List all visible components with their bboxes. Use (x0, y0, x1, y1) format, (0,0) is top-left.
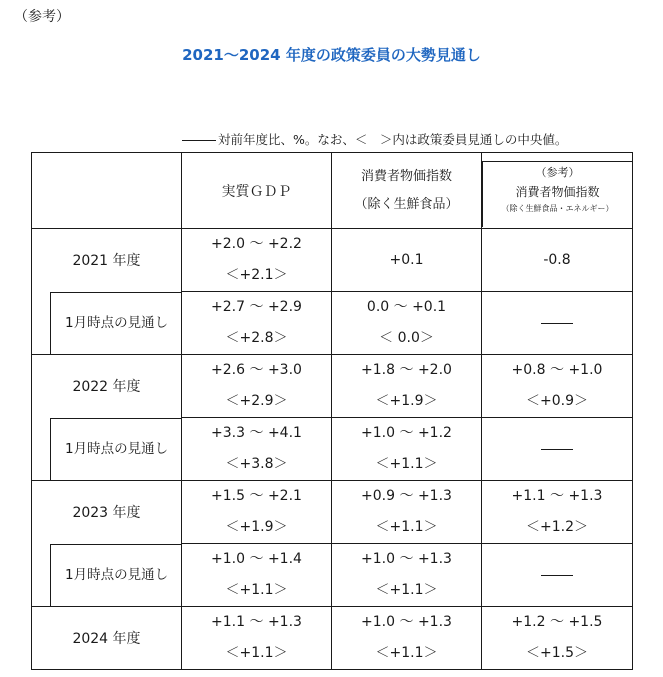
ref-cell (482, 418, 633, 481)
header-cpi-line1: 消費者物価指数 (360, 168, 452, 184)
gdp-median: ＜+3.8＞ (225, 456, 288, 472)
header-ref-line2: 消費者物価指数 (515, 185, 600, 199)
row-label: 2021 年度 (32, 229, 182, 292)
ref-median: ＜+0.9＞ (526, 393, 588, 409)
gdp-cell (182, 229, 332, 292)
gdp-cell (182, 607, 332, 670)
gdp-median: ＜+2.9＞ (225, 393, 288, 409)
ref-range: -0.8 (543, 252, 571, 268)
cpi-cell (332, 229, 482, 292)
cpi-median: ＜+1.1＞ (375, 645, 438, 661)
ref-cell (482, 229, 633, 292)
cpi-median: ＜+1.1＞ (375, 456, 438, 472)
gdp-median: ＜+2.1＞ (225, 267, 288, 283)
table-row (32, 292, 633, 355)
gdp-range: +2.7 ～ +2.9 (211, 299, 302, 315)
gdp-cell (182, 292, 332, 355)
table-row (32, 607, 633, 670)
cpi-range: +1.8 ～ +2.0 (361, 362, 452, 378)
ref-cell (482, 607, 633, 670)
table-row (32, 481, 633, 544)
ref-range: +0.8 ～ +1.0 (511, 362, 603, 378)
row-label: 1月時点の見通し (50, 544, 181, 606)
gdp-range: +2.0 ～ +2.2 (211, 236, 302, 252)
reference-note: （参考） (14, 9, 70, 25)
cpi-range: 0.0 ～ +0.1 (366, 299, 447, 315)
gdp-median: ＜+1.1＞ (225, 645, 288, 661)
cpi-cell (332, 544, 482, 607)
ref-median: ＜+1.2＞ (526, 519, 588, 535)
unit-note (182, 130, 567, 148)
row-label: 1月時点の見通し (50, 418, 181, 480)
header-gdp (182, 153, 332, 229)
header-blank (32, 153, 182, 229)
cpi-median: ＜+1.9＞ (375, 393, 438, 409)
table-row (32, 229, 633, 292)
header-ref (482, 153, 633, 229)
cpi-cell (332, 292, 482, 355)
gdp-cell (182, 418, 332, 481)
ref-median: ＜+1.5＞ (526, 645, 588, 661)
dash-line (541, 575, 573, 576)
cpi-cell (332, 607, 482, 670)
cpi-range: +1.0 ～ +1.3 (361, 551, 452, 567)
ref-cell (482, 292, 633, 355)
cpi-range: +0.9 ～ +1.3 (361, 488, 452, 504)
cpi-median: ＜ 0.0＞ (379, 330, 434, 346)
cpi-range: +1.0 ～ +1.3 (361, 614, 452, 630)
header-row (32, 153, 633, 229)
header-ref-line3: （除く生鮮食品・エネルギー） (501, 204, 614, 213)
cpi-cell (332, 418, 482, 481)
table-row (32, 355, 633, 418)
cpi-median: ＜+1.1＞ (375, 582, 438, 598)
header-ref-box (482, 161, 632, 227)
ref-range: +1.2 ～ +1.5 (511, 614, 603, 630)
row-label-cell (32, 292, 182, 355)
header-cpi (332, 153, 482, 229)
gdp-range: +1.0 ～ +1.4 (211, 551, 302, 567)
ref-range: +1.1 ～ +1.3 (511, 488, 603, 504)
header-cpi-line2: （除く生鮮食品） (354, 196, 459, 212)
row-label-cell (32, 544, 182, 607)
table-row (32, 418, 633, 481)
row-label: 2022 年度 (32, 355, 182, 418)
cpi-median: ＜+1.1＞ (375, 519, 438, 535)
gdp-median: ＜+1.1＞ (225, 582, 288, 598)
cpi-cell (332, 481, 482, 544)
row-label: 2024 年度 (32, 607, 182, 670)
dash-line (541, 449, 573, 450)
cpi-cell (332, 355, 482, 418)
dash-line (182, 140, 216, 141)
gdp-range: +1.1 ～ +1.3 (211, 614, 302, 630)
header-gdp-text: 実質ＧＤＰ (221, 183, 292, 200)
gdp-cell (182, 355, 332, 418)
page-title: 2021～2024 年度の政策委員の大勢見通し (182, 46, 481, 64)
ref-cell (482, 544, 633, 607)
gdp-cell (182, 544, 332, 607)
ref-cell (482, 481, 633, 544)
cpi-range: +0.1 (389, 252, 424, 268)
gdp-range: +2.6 ～ +3.0 (211, 362, 302, 378)
table-row (32, 544, 633, 607)
gdp-median: ＜+1.9＞ (225, 519, 288, 535)
header-ref-line1: （参考） (535, 166, 580, 179)
row-label: 2023 年度 (32, 481, 182, 544)
row-label-cell (32, 418, 182, 481)
forecast-table (31, 152, 633, 670)
gdp-cell (182, 481, 332, 544)
gdp-range: +3.3 ～ +4.1 (211, 425, 302, 441)
gdp-range: +1.5 ～ +2.1 (211, 488, 302, 504)
dash-line (541, 323, 573, 324)
gdp-median: ＜+2.8＞ (225, 330, 288, 346)
ref-cell (482, 355, 633, 418)
cpi-range: +1.0 ～ +1.2 (361, 425, 452, 441)
unit-note-text: 対前年度比、%。なお、＜ ＞内は政策委員見通しの中央値。 (218, 132, 568, 147)
row-label: 1月時点の見通し (50, 292, 181, 354)
